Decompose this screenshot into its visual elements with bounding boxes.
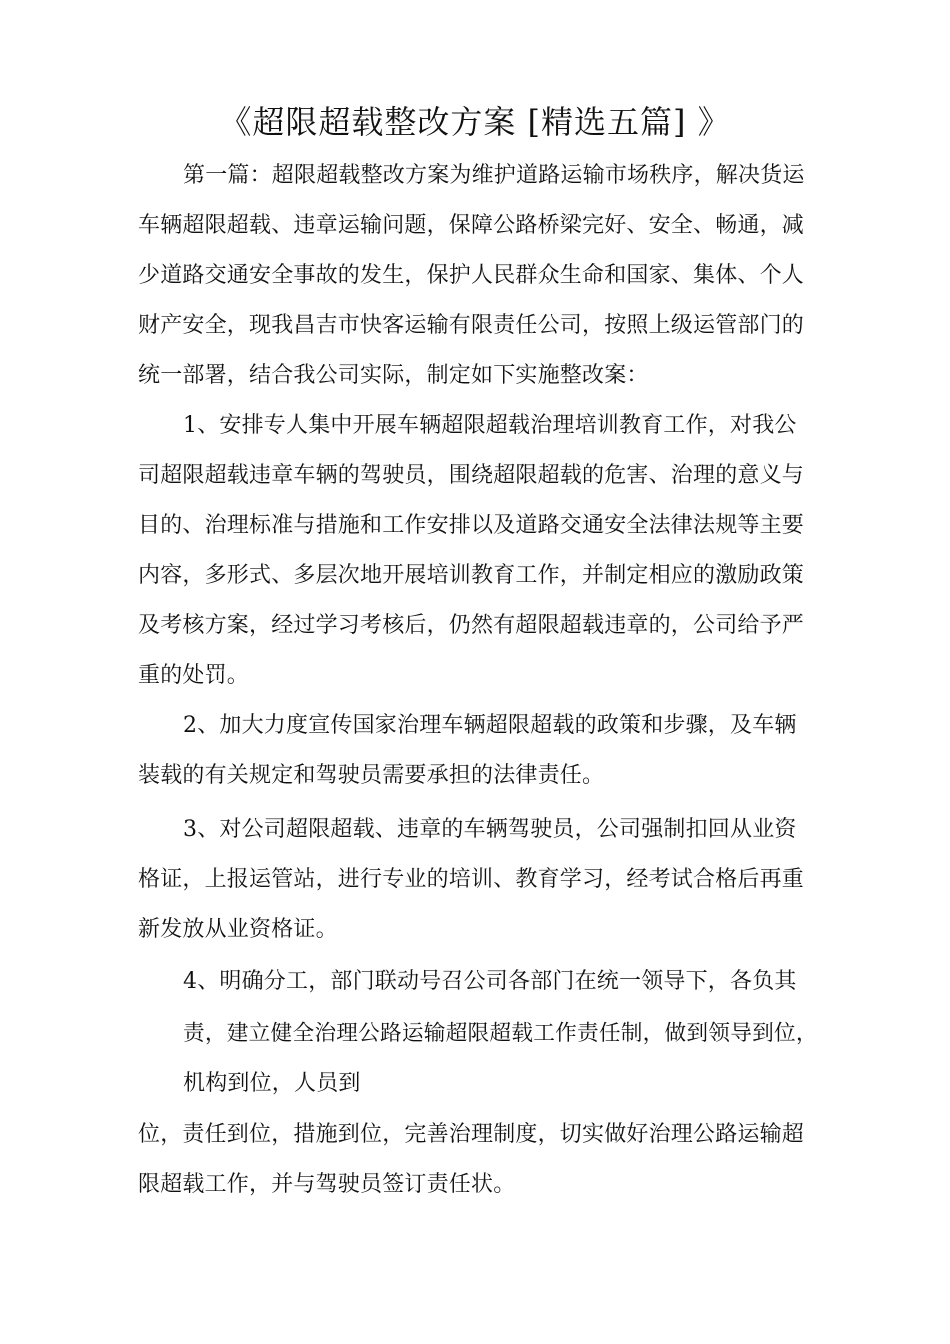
document-title: 《超限超载整改方案 [精选五篇] 》: [219, 103, 731, 141]
text-line: 装载的有关规定和驾驶员需要承担的法律责任。: [138, 763, 605, 788]
text-line: 统一部署，结合我公司实际，制定如下实施整改案：: [138, 363, 649, 388]
text-line: 1、安排专人集中开展车辆超限超载治理培训教育工作，对我公: [183, 413, 797, 438]
text-line: 2、加大力度宣传国家治理车辆超限超载的政策和步骤，及车辆: [183, 713, 797, 738]
text-line: 限超载工作，并与驾驶员签订责任状。: [138, 1172, 516, 1197]
text-line: 3、对公司超限超载、违章的车辆驾驶员，公司强制扣回从业资: [183, 817, 797, 842]
text-line: 少道路交通安全事故的发生，保护人民群众生命和国家、集体、个人: [138, 263, 805, 288]
text-line: 第一篇：超限超载整改方案为维护道路运输市场秩序，解决货运: [183, 163, 805, 188]
text-line: 4、明确分工，部门联动号召公司各部门在统一领导下，各负其: [183, 969, 797, 994]
text-line: 新发放从业资格证。: [138, 917, 338, 942]
text-line: 财产安全，现我昌吉市快客运输有限责任公司，按照上级运管部门的: [138, 313, 805, 338]
text-line: 重的处罚。: [138, 663, 250, 688]
text-line: 目的、治理标准与措施和工作安排以及道路交通安全法律法规等主要: [138, 513, 805, 538]
text-line: 位，责任到位，措施到位，完善治理制度，切实做好治理公路运输超: [138, 1122, 805, 1147]
text-line: 及考核方案，经过学习考核后，仍然有超限超载违章的，公司给予严: [138, 613, 805, 638]
text-line: 格证，上报运管站，进行专业的培训、教育学习，经考试合格后再重: [138, 867, 805, 892]
text-line: 责，建立健全治理公路运输超限超载工作责任制，做到领导到位，: [183, 1021, 818, 1046]
text-line: 司超限超载违章车辆的驾驶员，围绕超限超载的危害、治理的意义与: [138, 463, 805, 488]
text-line: 内容，多形式、多层次地开展培训教育工作，并制定相应的激励政策: [138, 563, 805, 588]
text-line: 机构到位，人员到: [183, 1071, 361, 1096]
text-line: 车辆超限超载、违章运输问题，保障公路桥梁完好、安全、畅通，减: [138, 213, 805, 238]
